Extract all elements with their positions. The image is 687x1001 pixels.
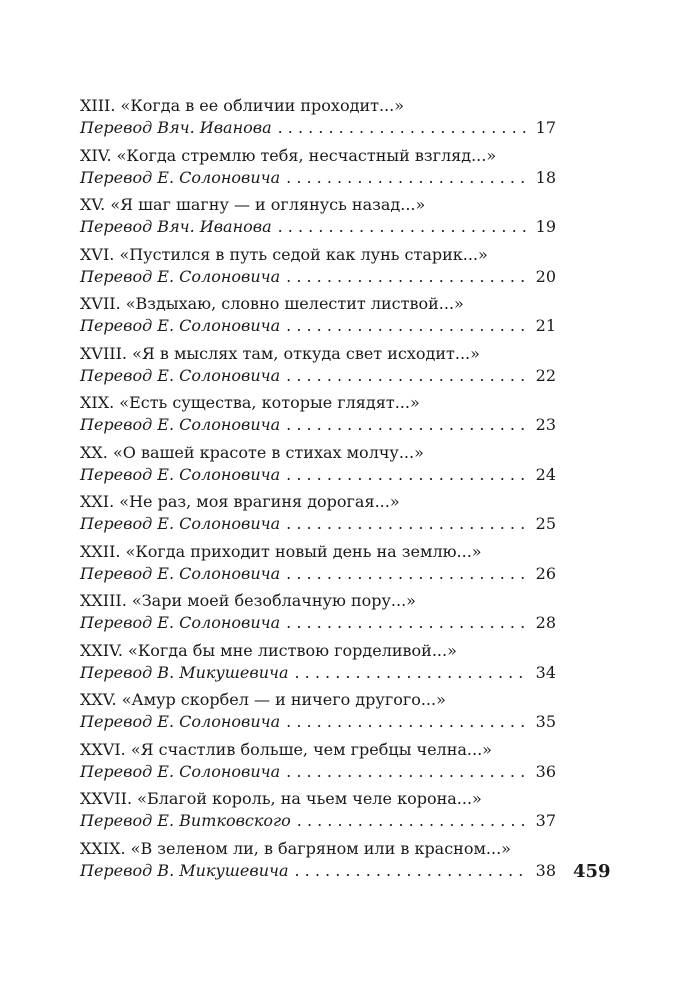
entry-translator: Перевод Е. Солоновича — [80, 316, 281, 335]
entry-title: XXVI. «Я счастлив больше, чем гребцы челна...» — [80, 739, 492, 759]
dot-leader — [295, 860, 529, 882]
entry-title: XVI. «Пустился в путь седой как лунь старик...» — [80, 244, 488, 264]
toc-entry — [80, 541, 556, 591]
entry-title: XXVII. «Благой король, на чьем челе корона...» — [80, 789, 482, 808]
entry-page-number: 37 — [535, 811, 556, 830]
toc-entry — [80, 689, 556, 739]
entry-title: XXV. «Амур скорбел — и ничего другого...» — [80, 690, 446, 709]
entry-page-number: 26 — [535, 563, 556, 583]
entry-page-number: 34 — [535, 662, 556, 682]
toc-entry — [80, 392, 556, 442]
toc-entry — [80, 293, 556, 343]
entry-translator-line — [80, 761, 556, 783]
toc-entry — [80, 838, 556, 888]
dot-leader — [286, 167, 528, 189]
entry-translator-line — [80, 513, 556, 535]
entry-title: XXIV. «Когда бы мне листвою горделивой...» — [80, 640, 457, 660]
dot-leader — [286, 464, 528, 486]
entry-page-number: 35 — [535, 712, 556, 731]
entry-translator-line — [80, 563, 556, 585]
entry-title: XVIII. «Я в мыслях там, откуда свет исходит...» — [80, 343, 480, 363]
toc-entry — [80, 194, 556, 244]
entry-title: XV. «Я шаг шагну — и оглянусь назад...» — [80, 195, 426, 214]
entry-page-number: 28 — [535, 613, 556, 632]
entry-translator: Перевод В. Микушевича — [80, 662, 289, 682]
entry-translator-line — [80, 266, 556, 288]
entry-translator: Перевод Е. Солоновича — [80, 563, 281, 583]
entry-translator: Перевод Е. Солоновича — [80, 712, 281, 731]
entry-page-number: 17 — [535, 118, 556, 137]
dot-leader — [286, 761, 528, 783]
entry-translator: Перевод Е. Солоновича — [80, 514, 281, 533]
entry-translator: Перевод Е. Солоновича — [80, 266, 281, 286]
toc-entry — [80, 640, 556, 690]
toc-entry — [80, 145, 556, 195]
entry-translator-line — [80, 810, 556, 832]
toc-entry — [80, 244, 556, 294]
entry-translator-line — [80, 711, 556, 733]
dot-leader — [278, 117, 528, 139]
entry-page-number: 20 — [535, 266, 556, 286]
entry-title: XXIII. «Зари моей безоблачную пору...» — [80, 591, 416, 610]
entry-translator-line — [80, 117, 556, 139]
toc-entry — [80, 442, 556, 492]
dot-leader — [286, 414, 528, 436]
entry-translator: Перевод Е. Солоновича — [80, 365, 281, 385]
entry-page-number: 23 — [535, 415, 556, 434]
table-of-contents — [80, 95, 556, 887]
entry-title: XX. «О вашей красоте в стихах молчу...» — [80, 442, 424, 462]
entry-translator-line — [80, 860, 556, 882]
dot-leader — [297, 810, 528, 832]
entry-translator: Перевод Е. Солоновича — [80, 167, 281, 187]
entry-translator-line — [80, 414, 556, 436]
entry-translator: Перевод Вяч. Иванова — [80, 217, 272, 236]
entry-page-number: 36 — [535, 761, 556, 781]
dot-leader — [286, 315, 528, 337]
page-folio-number: 459 — [573, 861, 611, 882]
entry-page-number: 24 — [535, 464, 556, 484]
entry-title: XXIX. «В зеленом ли, в багряном или в красном...» — [80, 838, 511, 858]
entry-title: XXII. «Когда приходит новый день на землю...» — [80, 541, 482, 561]
entry-page-number: 25 — [535, 514, 556, 533]
entry-translator: Перевод Вяч. Иванова — [80, 118, 272, 137]
entry-translator-line — [80, 365, 556, 387]
dot-leader — [286, 563, 528, 585]
entry-title: XIII. «Когда в ее обличии проходит...» — [80, 96, 404, 115]
entry-translator: Перевод Е. Витковского — [80, 811, 291, 830]
entry-translator: Перевод В. Микушевича — [80, 860, 289, 880]
entry-translator-line — [80, 662, 556, 684]
dot-leader — [286, 266, 528, 288]
entry-page-number: 18 — [535, 167, 556, 187]
entry-title: XXI. «Не раз, моя врагиня дорогая...» — [80, 492, 400, 511]
toc-entry — [80, 739, 556, 789]
dot-leader — [295, 662, 529, 684]
entry-translator-line — [80, 167, 556, 189]
dot-leader — [286, 711, 528, 733]
entry-translator: Перевод Е. Солоновича — [80, 415, 281, 434]
entry-title: XIV. «Когда стремлю тебя, несчастный взгляд...» — [80, 145, 497, 165]
toc-entry — [80, 95, 556, 145]
entry-translator: Перевод Е. Солоновича — [80, 613, 281, 632]
toc-entry — [80, 590, 556, 640]
toc-entry — [80, 788, 556, 838]
toc-entry — [80, 491, 556, 541]
toc-entry — [80, 343, 556, 393]
entry-title: XIX. «Есть существа, которые глядят...» — [80, 393, 420, 412]
entry-page-number: 19 — [535, 217, 556, 236]
entry-title: XVII. «Вздыхаю, словно шелестит листвой...» — [80, 294, 464, 313]
entry-translator-line — [80, 315, 556, 337]
entry-page-number: 22 — [535, 365, 556, 385]
dot-leader — [286, 612, 528, 634]
dot-leader — [286, 365, 528, 387]
entry-page-number: 21 — [535, 316, 556, 335]
entry-translator-line — [80, 612, 556, 634]
dot-leader — [278, 216, 528, 238]
entry-translator-line — [80, 216, 556, 238]
entry-page-number: 38 — [535, 860, 556, 880]
dot-leader — [286, 513, 528, 535]
entry-translator: Перевод Е. Солоновича — [80, 464, 281, 484]
entry-translator-line — [80, 464, 556, 486]
entry-translator: Перевод Е. Солоновича — [80, 761, 281, 781]
